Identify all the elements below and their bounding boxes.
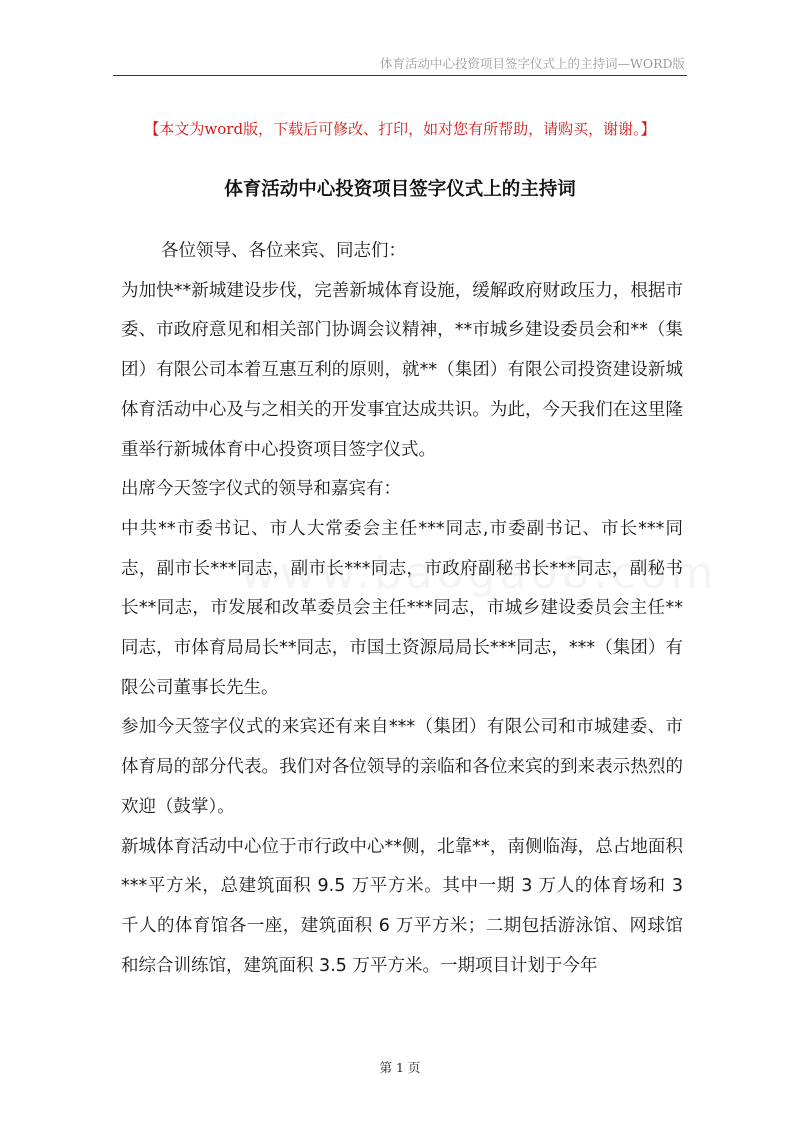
attendees-list-paragraph: 中共**市委书记、市人大常委会主任***同志,市委副书记、市长***同志，副市长***同志，副市长***同志，市政府副秘书长***同志，副秘书长**同志，市发展和改革委员会主任***同志，市城乡建设委员会主任**同志，市体育局局长**同志，市国土资源局局长***同志，***（集团）有限公司董事长先生。 [121, 518, 683, 698]
page-number: 第 1 页 [379, 1060, 421, 1075]
header-divider [113, 75, 687, 76]
running-header: 体育活动中心投资项目签字仪式上的主持词—WORD版 [379, 56, 685, 71]
document-body [121, 232, 683, 986]
project-description-paragraph: 新城体育活动中心位于市行政中心**侧，北靠**，南侧临海，总占地面积***平方米，总建筑面积 9.5 万平方米。其中一期 3 万人的体育场和 3 千人的体育馆各一座，建筑面积 6 万平方米；二期包括游泳馆、网球馆和综合训练馆，建筑面积 3.5 万平方米。一期项目计划于今年 [121, 836, 683, 976]
document-title: 体育活动中心投资项目签字仪式上的主持词 [224, 179, 576, 200]
purchase-notice: 【本文为word版，下载后可修改、打印，如对您有所帮助，请购买，谢谢。】 [144, 120, 656, 138]
guests-paragraph: 参加今天签字仪式的来宾还有来自***（集团）有限公司和市城建委、市体育局的部分代表。我们对各位领导的亲临和各位来宾的到来表示热烈的欢迎（鼓掌）。 [121, 717, 683, 817]
attendees-heading-paragraph: 出席今天签字仪式的领导和嘉宾有： [121, 479, 401, 500]
intro-paragraph: 为加快**新城建设步伐，完善新城体育设施，缓解政府财政压力，根据市委、市政府意见和相关部门协调会议精神，**市城乡建设委员会和**（集团）有限公司本着互惠互利的原则，就**（集团）有限公司投资建设新城体育活动中心及与之相关的开发事宜达成共识。为此，今天我们在这里隆重举行新城体育中心投资项目签字仪式。 [121, 280, 683, 460]
greeting-paragraph: 各位领导、各位来宾、同志们： [161, 241, 406, 261]
